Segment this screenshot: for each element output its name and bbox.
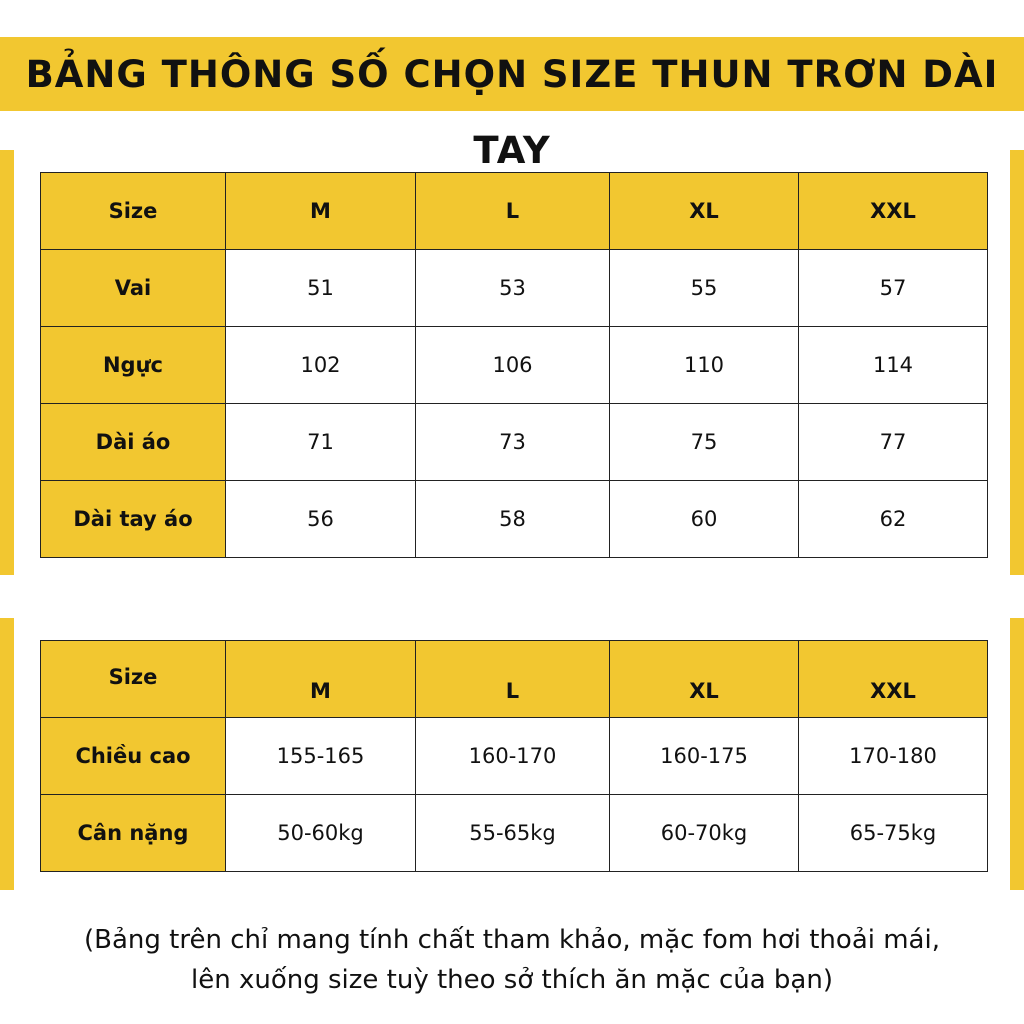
header-cell-xxl: XXL (799, 641, 988, 718)
table-cell: 110 (610, 327, 799, 404)
table-cell: 51 (226, 250, 416, 327)
table-cell: 60-70kg (610, 795, 799, 872)
table-cell: 62 (799, 481, 988, 558)
right-accent-bar-bottom (1010, 618, 1024, 890)
header-cell-size: Size (41, 641, 226, 718)
title-banner (0, 37, 1024, 172)
table-cell: 155-165 (226, 718, 416, 795)
table-cell: 65-75kg (799, 795, 988, 872)
header-cell-l: L (416, 641, 610, 718)
row-label: Ngực (41, 327, 226, 404)
right-accent-bar-top (1010, 150, 1024, 575)
table-cell: 160-170 (416, 718, 610, 795)
footnote (0, 920, 1024, 1000)
table-cell: 170-180 (799, 718, 988, 795)
table-cell: 77 (799, 404, 988, 481)
table-row (41, 795, 988, 872)
row-label: Dài áo (41, 404, 226, 481)
row-label: Vai (41, 250, 226, 327)
table-cell: 160-175 (610, 718, 799, 795)
header-cell-m: M (226, 641, 416, 718)
header-cell-xxl: XXL (799, 173, 988, 250)
header-cell-xl: XL (610, 641, 799, 718)
table-row (41, 404, 988, 481)
table-row (41, 481, 988, 558)
footnote-line-2: lên xuống size tuỳ theo sở thích ăn mặc của bạn) (190, 965, 833, 995)
table-cell: 114 (799, 327, 988, 404)
table-header-row (41, 641, 988, 718)
page-title: BẢNG THÔNG SỐ CHỌN SIZE THUN TRƠN DÀI TAY (25, 53, 999, 172)
row-label: Cân nặng (41, 795, 226, 872)
table-row (41, 250, 988, 327)
table-cell: 50-60kg (226, 795, 416, 872)
left-accent-bar-top (0, 150, 14, 575)
table-cell: 106 (416, 327, 610, 404)
header-cell-l: L (416, 173, 610, 250)
table-header-row (41, 173, 988, 250)
measurement-table (40, 172, 988, 558)
height-weight-table (40, 640, 988, 872)
left-accent-bar-bottom (0, 618, 14, 890)
table-cell: 58 (416, 481, 610, 558)
table-row (41, 718, 988, 795)
footnote-line-1: (Bảng trên chỉ mang tính chất tham khảo, mặc fom hơi thoải mái, (84, 925, 940, 955)
header-cell-xl: XL (610, 173, 799, 250)
table-cell: 75 (610, 404, 799, 481)
table-cell: 71 (226, 404, 416, 481)
table-cell: 57 (799, 250, 988, 327)
table-cell: 55 (610, 250, 799, 327)
table-cell: 60 (610, 481, 799, 558)
table-cell: 102 (226, 327, 416, 404)
header-cell-m: M (226, 173, 416, 250)
table-cell: 55-65kg (416, 795, 610, 872)
table-cell: 73 (416, 404, 610, 481)
table-cell: 53 (416, 250, 610, 327)
row-label: Dài tay áo (41, 481, 226, 558)
row-label: Chiều cao (41, 718, 226, 795)
header-cell-size: Size (41, 173, 226, 250)
table-cell: 56 (226, 481, 416, 558)
table-row (41, 327, 988, 404)
